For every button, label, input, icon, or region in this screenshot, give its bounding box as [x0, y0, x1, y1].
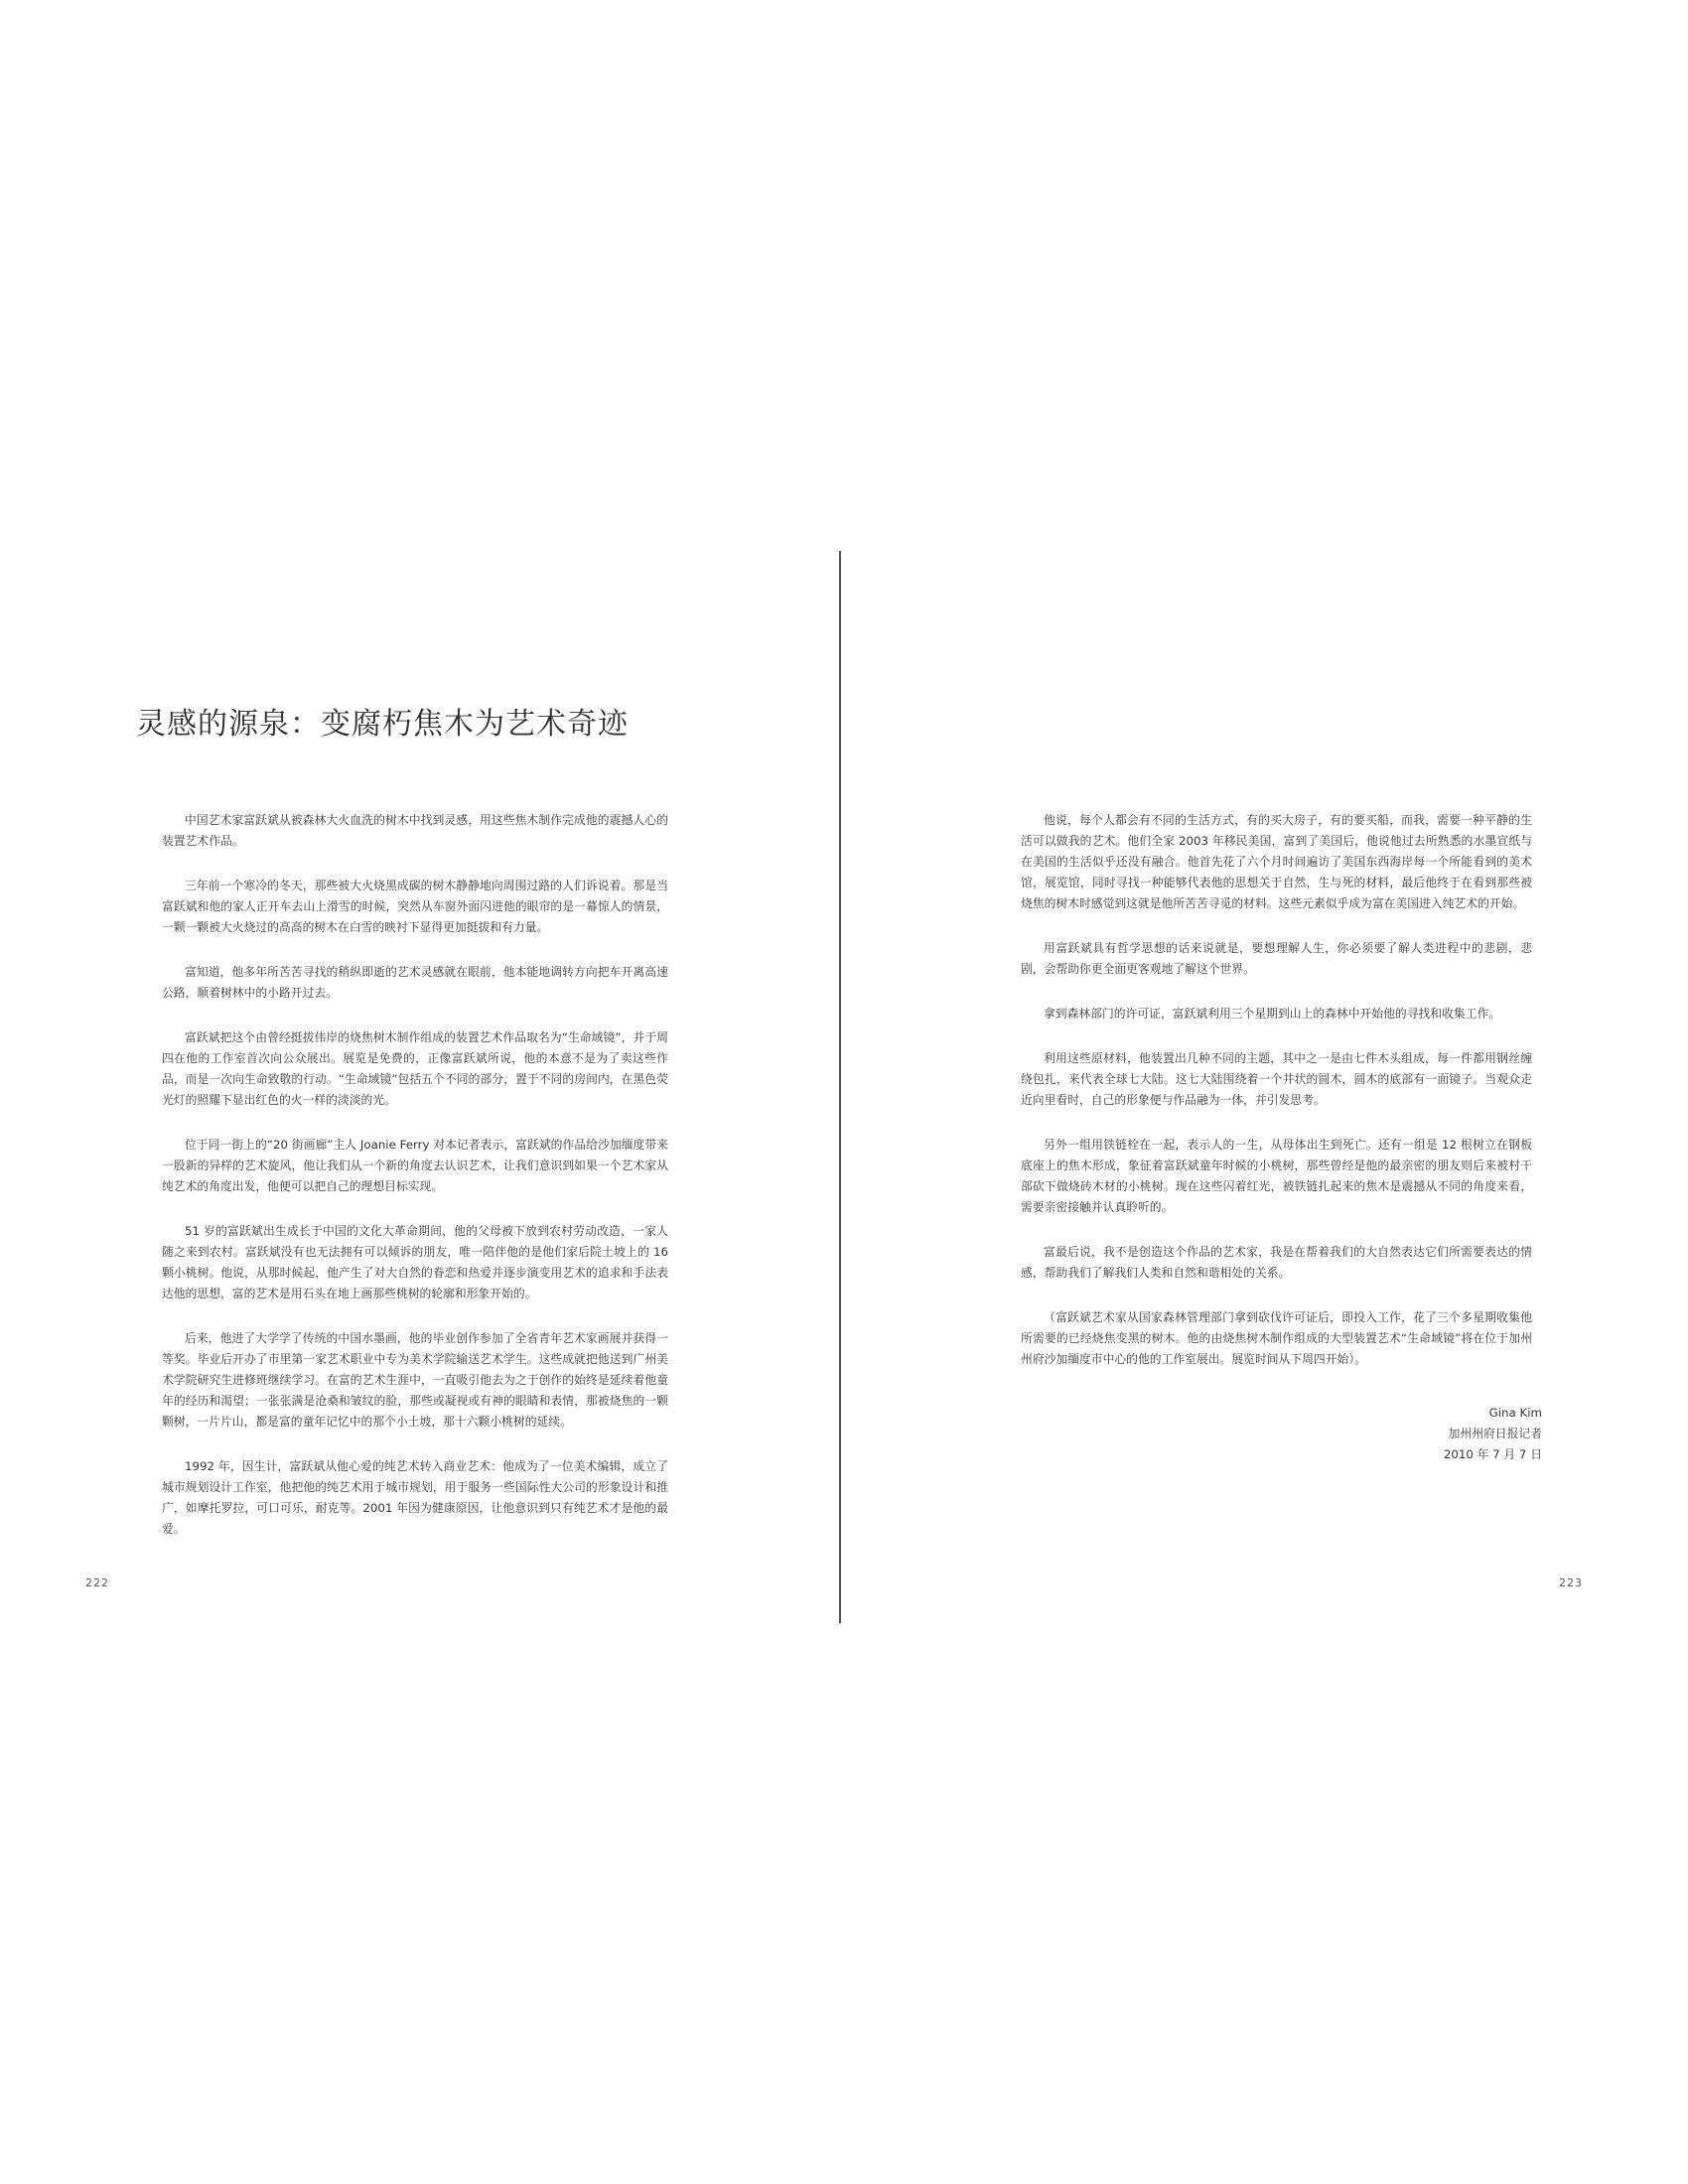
signature-block — [1291, 1403, 1542, 1465]
paragraph: 后来，他进了大学学了传统的中国水墨画，他的毕业创作参加了全省青年艺术家画展并获得一等奖。毕业后开办了市里第一家艺术职业中专为美术学院输送艺术学生。这些成就把他送到广州美术学院研究生进修班继续学习。在富的艺术生涯中，一直吸引他去为之于创作的始终是延续着他童年的经历和渴望；一张张满是沧桑和皱纹的脸，那些或凝视或有神的眼睛和表情，那被烧焦的一颗颗树，一片片山，都是富的童年记忆中的那个小土坡，那十六颗小桃树的延续。 — [162, 1331, 668, 1429]
paragraph: 富跃斌把这个由曾经挺拔伟岸的烧焦树木制作组成的装置艺术作品取名为“生命域镜”，并于周四在他的工作室首次向公众展出。展览是免费的，正像富跃斌所说，他的本意不是为了卖这些作品，而是一次向生命致敬的行动。“生命域镜”包括五个不同的部分，置于不同的房间内，在黑色荧光灯的照耀下显出红色的火一样的淡淡的光。 — [162, 1030, 668, 1107]
paragraph: 51 岁的富跃斌出生成长于中国的文化大革命期间，他的父母被下放到农村劳动改造，一家人随之来到农村。富跃斌没有也无法拥有可以倾诉的朋友，唯一陪伴他的是他们家后院土坡上的 16 颗小桃树。他说，从那时候起，他产生了对大自然的眷恋和热爱并逐步演变用艺术的追求和手法表达他的思想，富的艺术是用石头在地上画那些桃树的轮廓和形象开始的。 — [162, 1224, 668, 1300]
page-title: 灵感的源泉：变腐朽焦木为艺术奇迹 — [136, 707, 629, 742]
paragraph: 1992 年，因生计，富跃斌从他心爱的纯艺术转入商业艺术：他成为了一位美术编辑，成立了城市规划设计工作室，他把他的纯艺术用于城市规划，用于服务一些国际性大公司的形象设计和推广，如摩托罗拉，可口可乐，耐克等。2001 年因为健康原因，让他意识到只有纯艺术才是他的最爱。 — [162, 1459, 668, 1536]
author-affiliation: 加州州府日报记者 — [1448, 1427, 1542, 1440]
page-number-right: 223 — [1559, 1576, 1583, 1589]
author-name: Gina Kim — [1488, 1406, 1542, 1420]
right-page-body — [1021, 810, 1532, 1394]
paragraph: 富知道，他多年所苦苦寻找的稍纵即逝的艺术灵感就在眼前，他本能地调转方向把车开离高速公路，顺着树林中的小路开过去。 — [162, 965, 668, 1000]
paragraph: 位于同一街上的“20 街画廊”主人 Joanie Ferry 对本记者表示，富跃斌的作品给沙加缅度带来一股新的异样的艺术旋风，他让我们从一个新的角度去认识艺术，让我们意识到如果一个艺术家从纯艺术的角度出发，他便可以把自己的理想目标实现。 — [162, 1138, 668, 1193]
page-number-left: 222 — [85, 1576, 109, 1589]
paragraph: 另外一组用铁链栓在一起，表示人的一生，从母体出生到死亡。还有一组是 12 根树立在钢板底座上的焦木形成，象征着富跃斌童年时候的小桃树，那些曾经是他的最亲密的朋友则后来被村干部砍下做烧砖木材的小桃树。现在这些闪着红光，被铁链扎起来的焦木是震撼从不同的角度来看，需要亲密接触并认真聆听的。 — [1021, 1138, 1532, 1214]
paragraph: 拿到森林部门的许可证，富跃斌利用三个星期到山上的森林中开始他的寻找和收集工作。 — [1044, 1007, 1501, 1021]
book-gutter — [839, 551, 841, 1623]
paragraph: （富跃斌艺术家从国家森林管理部门拿到砍伐许可证后，即投入工作，花了三个多星期收集他所需要的已经烧焦变黑的树木。他的由烧焦树木制作组成的大型装置艺术“生命域镜”将在位于加州州府沙加缅度市中心的他的工作室展出。展览时间从下周四开始）。 — [1021, 1310, 1532, 1366]
paragraph: 用富跃斌具有哲学思想的话来说就是，要想理解人生，你必须要了解人类进程中的悲剧，悲剧，会帮助你更全面更客观地了解这个世界。 — [1021, 941, 1532, 976]
paragraph: 利用这些原材料，他装置出几种不同的主题，其中之一是由七件木头组成，每一件都用钢丝缠绕包扎，来代表全球七大陆。这七大陆围绕着一个井状的圆木，圆木的底部有一面镜子。当观众走近向里看时，自己的形象便与作品融为一体，并引发思考。 — [1021, 1051, 1532, 1107]
paragraph: 中国艺术家富跃斌从被森林大火血洗的树木中找到灵感，用这些焦木制作完成他的震撼人心的装置艺术作品。 — [162, 813, 668, 848]
left-page-body — [162, 810, 668, 1564]
article-date: 2010 年 7 月 7 日 — [1443, 1447, 1542, 1461]
paragraph: 三年前一个寒冷的冬天，那些被大火烧黑成碳的树木静静地向周围过路的人们诉说着。那是当富跃斌和他的家人正开车去山上滑雪的时候，突然从车窗外面闪进他的眼帘的是一幕惊人的情景，一颗一颗被大火烧过的高高的树木在白雪的映衬下显得更加挺拔和有力量。 — [162, 879, 668, 934]
paragraph: 他说，每个人都会有不同的生活方式，有的买大房子，有的要买船，而我，需要一种平静的生活可以做我的艺术。他们全家 2003 年移民美国，富到了美国后，他说他过去所熟悉的水墨宣纸与在美国的生活似乎还没有融合。他首先花了六个月时间遍访了美国东西海岸每一个所能看到的美术馆，展览馆，同时寻找一种能够代表他的思想关于自然，生与死的材料，最后他终于在看到那些被烧焦的树木时感觉到这就是他所苦苦寻觅的材料。这些元素似乎成为富在美国进入纯艺术的开始。 — [1021, 813, 1532, 910]
paragraph: 富最后说，我不是创造这个作品的艺术家，我是在帮着我们的大自然表达它们所需要表达的情感，帮助我们了解我们人类和自然和谐相处的关系。 — [1021, 1245, 1532, 1280]
